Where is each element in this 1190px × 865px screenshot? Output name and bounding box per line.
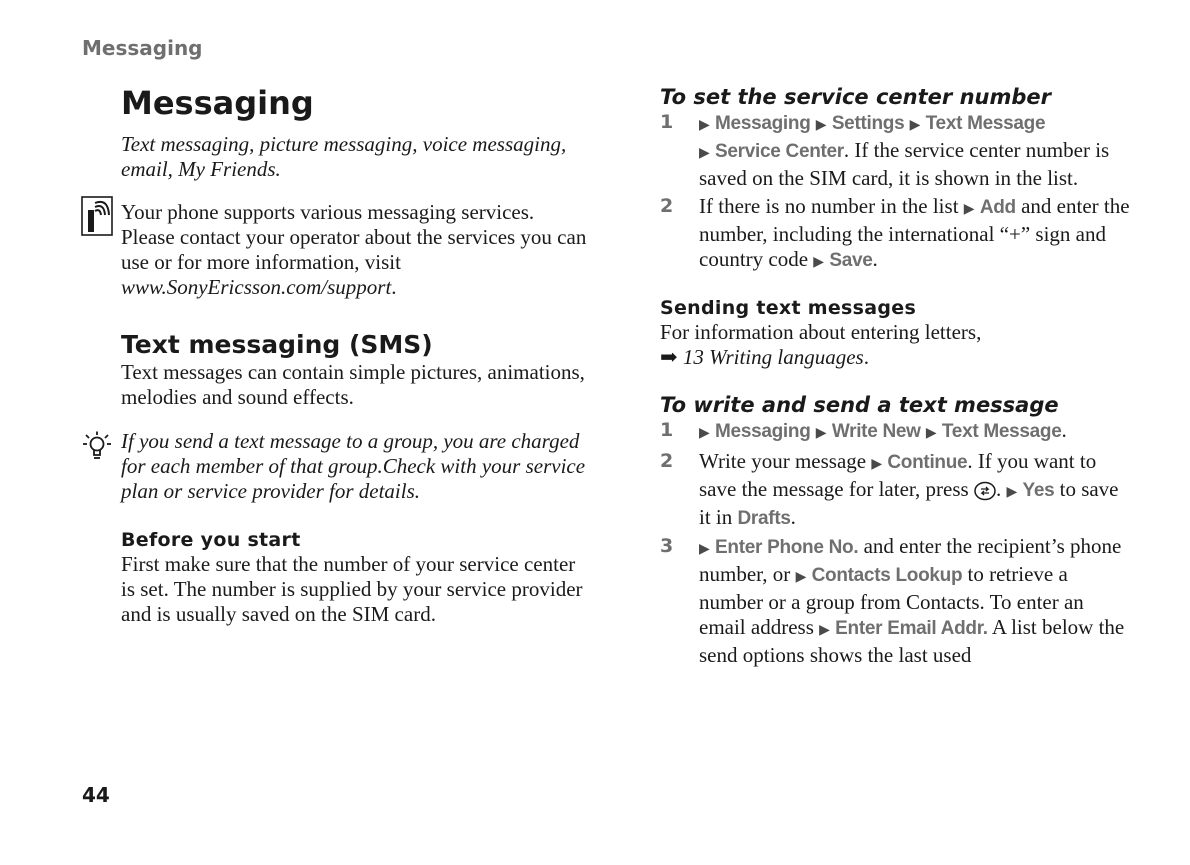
task-write-send-heading: To write and send a text message [660,393,1059,417]
note-text: Your phone supports various messaging services. Please contact your operator about the services you can use or for more information, visit [121,200,587,274]
task-service-center-heading: To set the service center number [660,85,1051,109]
step-text: If there is no number in the list [699,194,959,218]
step-text: . [1061,418,1067,442]
step-item [660,418,1135,446]
note-suffix: . [391,275,397,299]
arrow-icon: ▶ [795,570,807,585]
step-text: and enter the number, including the international “+” sign and country code [699,194,1130,271]
step-text: . If the service center number is saved on the SIM card, it is shown in the list. [699,138,1110,190]
ref-suffix: . [863,345,869,369]
menu-messaging[interactable]: Messaging [715,113,811,134]
step-text: . [790,505,796,529]
network-service-icon [81,196,113,236]
menu-yes[interactable]: Yes [1022,480,1055,501]
arrow-icon: ▶ [909,118,921,133]
arrow-icon: ▶ [699,542,710,557]
arrow-icon: ▶ [815,118,827,133]
step-text: to retrieve a number or a group from Contacts. To enter an email address [699,562,1084,639]
page-number: 44 [82,783,110,807]
support-link[interactable]: www.SonyEricsson.com/support [121,275,392,299]
step-number: 1 [660,419,674,441]
lightbulb-icon [83,431,111,461]
step-text: . If you want to save the message for later, press [699,449,1097,501]
sms-heading: Text messaging (SMS) [121,330,433,359]
step-number: 2 [660,195,674,217]
back-key-icon [974,481,996,501]
menu-service-center[interactable]: Service Center [715,141,844,162]
menu-drafts[interactable]: Drafts [737,508,791,529]
arrow-icon: ▶ [813,255,825,270]
sending-body: For information about entering letters, [660,320,982,344]
arrow-icon: ▶ [699,118,710,133]
tip-text: If you send a text message to a group, you are charged for each member of that group.Check with your service plan or service provider for details. [121,429,586,503]
menu-write-new[interactable]: Write New [831,421,921,442]
reference-arrow-icon: ➡ [660,345,678,369]
intro-text: Text messaging, picture messaging, voice messaging, email, My Friends. [121,132,567,181]
menu-continue[interactable]: Continue [887,452,968,473]
menu-enter-email-addr[interactable]: Enter Email Addr. [835,618,988,639]
arrow-icon: ▶ [699,426,710,441]
menu-text-message[interactable]: Text Message [925,113,1046,134]
arrow-icon: ▶ [871,457,883,472]
right-column [660,84,1135,671]
step-text: and enter the recipient’s phone number, or [699,534,1122,586]
step-text: A list below the send options shows the last used [699,615,1125,667]
sms-body: Text messages can contain simple pictures, animations, melodies and sound effects. [121,360,585,409]
menu-contacts-lookup[interactable]: Contacts Lookup [811,565,963,586]
task-write-send-steps [660,418,1135,668]
step-number: 2 [660,450,674,472]
arrow-icon: ▶ [1006,485,1018,500]
step-item [660,194,1135,275]
left-column [121,84,591,627]
step-item [660,449,1135,531]
running-head: Messaging [82,36,203,60]
menu-enter-phone-no[interactable]: Enter Phone No. [715,537,859,558]
writing-languages-link[interactable]: 13 Writing languages [682,345,864,369]
group-tip [121,429,591,504]
step-number: 1 [660,111,674,133]
step-text: to save it in [699,477,1119,529]
network-note [121,200,591,300]
before-body: First make sure that the number of your service center is set. The number is supplied by your service provider and is usually saved on the SIM card. [121,552,583,626]
arrow-icon: ▶ [819,623,830,638]
arrow-icon: ▶ [963,202,975,217]
arrow-icon: ▶ [925,426,937,441]
step-text: . [872,247,878,271]
menu-add[interactable]: Add [979,197,1016,218]
step-text: . [995,477,1002,501]
menu-messaging[interactable]: Messaging [715,421,811,442]
menu-settings[interactable]: Settings [831,113,905,134]
sending-ref [660,345,1135,370]
step-item [660,534,1135,668]
step-number: 3 [660,535,674,557]
arrow-icon: ▶ [699,146,710,161]
before-heading: Before you start [121,529,301,551]
step-text: Write your message [699,449,867,473]
sending-heading: Sending text messages [660,297,917,319]
step-item [660,110,1135,191]
menu-text-message[interactable]: Text Message [941,421,1062,442]
task-service-center-steps [660,110,1135,275]
arrow-icon: ▶ [815,426,827,441]
menu-save[interactable]: Save [829,250,873,271]
page-title: Messaging [121,84,314,122]
